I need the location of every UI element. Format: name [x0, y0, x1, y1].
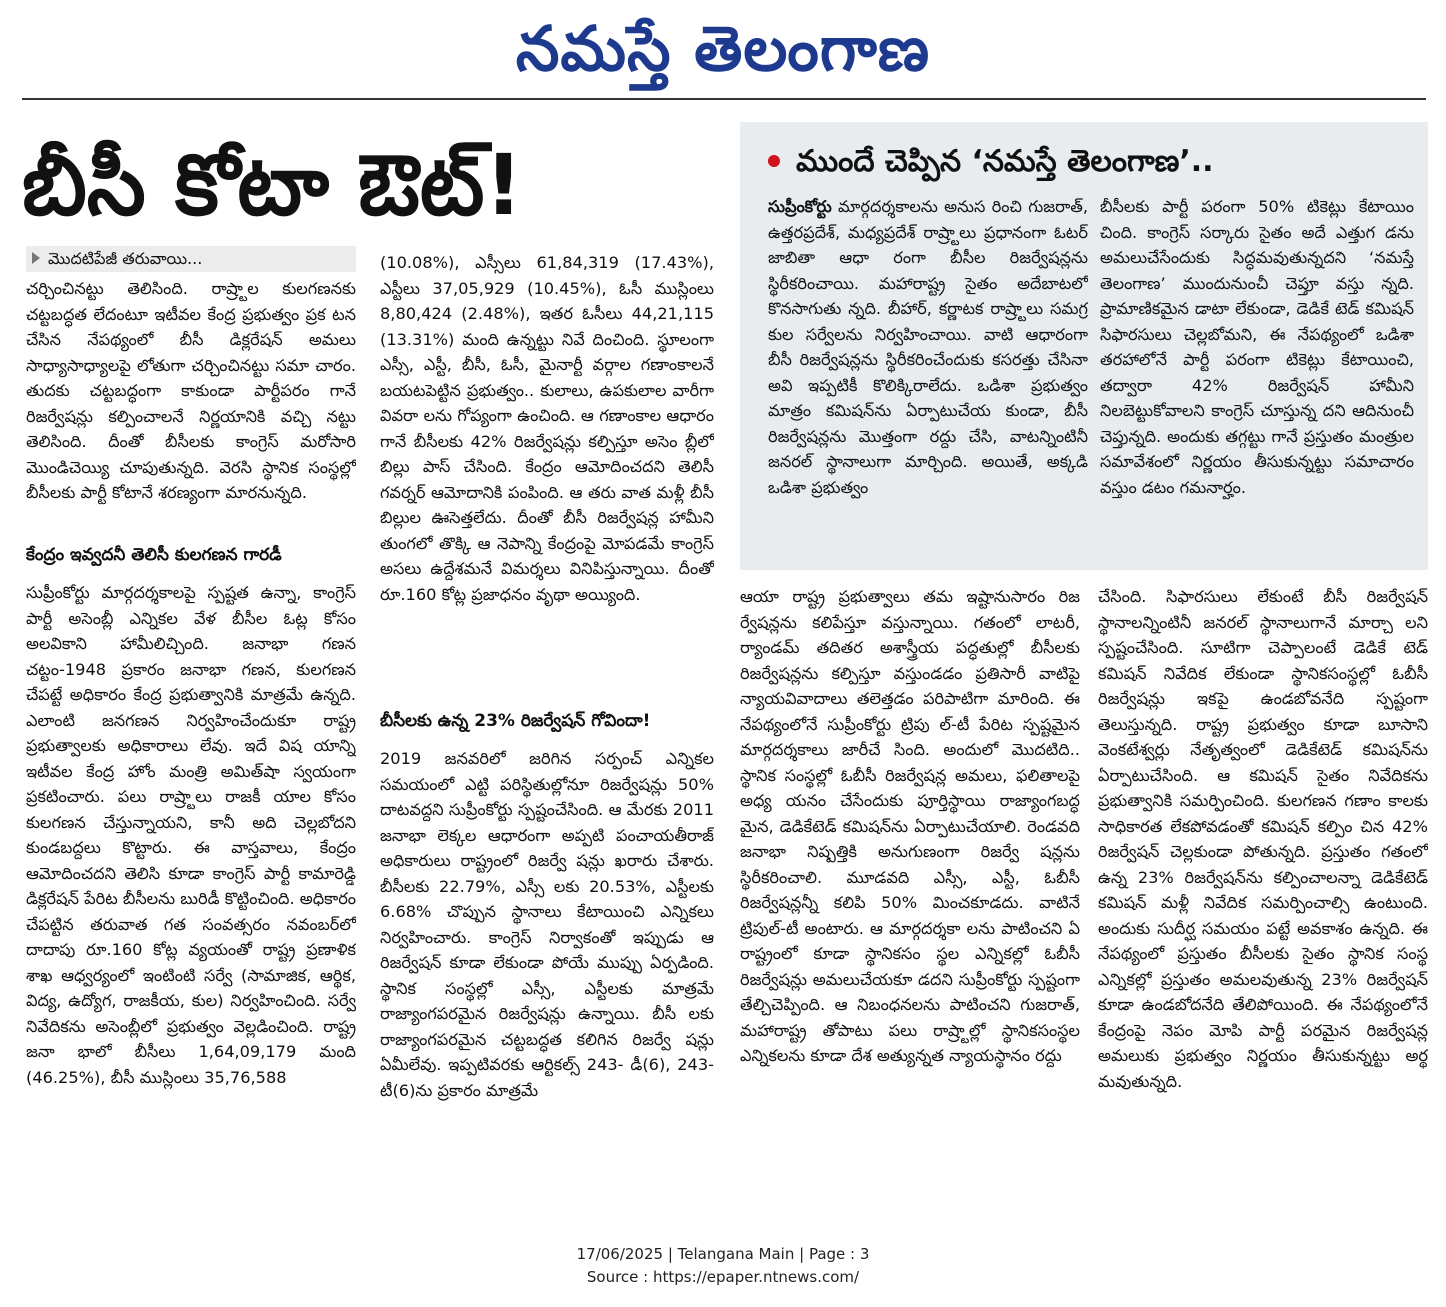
kicker-label: మొదటిపేజీ తరువాయి... — [48, 249, 203, 268]
headline: బీసీ కోటా ఔట్! — [22, 136, 523, 234]
article-column-2-para-1: (10.08%), ఎస్సీలు 61,84,319 (17.43%), ఎస్టీలు 37,05,929 (10.45%), ఓసీ ముస్లింలు 8,80,424 (2.48%), ఇతర ఓసీలు 44,21,115 (13.31%) మంది ఉన్నట్టు నివే దించింది. స్థూలంగా ఎస్సీ, ఎస్టీ, బీసీ, ఓసీ, మైనార్టీ వర్గాల గణాంకాలనే బయటపెట్టిన ప్రభుత్వం.. కులాలు, ఉపకులాల వారీగా వివరా లను గోప్యంగా ఉంచింది. ఆ గణాంకాల ఆధారం గానే బీసీలకు 42% రిజర్వేషన్లు కల్పిస్తూ అసెం బ్లీలో బిల్లు పాస్ చేసింది. కేంద్రం ఆమోదించదని తెలిసీ గవర్నర్ ఆమోదానికి పంపింది. ఆ తరు వాత మళ్లీ బీసీ బిల్లుల ఊసెత్తలేదు. దీంతో బీసీ రిజర్వేషన్ల హామీని తుంగలో తొక్కి ఆ నెపాన్ని కేంద్రంపై మోపడమే కాంగ్రెస్ అసలు ఉద్దేశమనే విమర్శలు వినిపిస్తున్నాయి. దీంతో రూ.160 కోట్ల ప్రజాధనం వృథా అయ్యింది. — [380, 253, 714, 604]
masthead-rule — [22, 98, 1426, 100]
sidebar-title-text: ముందే చెప్పిన ‘నమస్తే తెలంగాణ’.. — [796, 144, 1214, 179]
footer-edition: 17/06/2025 | Telangana Main | Page : 3 — [576, 1245, 870, 1263]
bullet-icon — [768, 155, 780, 167]
subhead-1: కేంద్రం ఇవ్వదనీ తెలిసీ కులగణన గారడీ — [26, 545, 282, 565]
article-column-1-para-2: సుప్రీంకోర్టు మార్గదర్శకాలపై స్పష్టత ఉన్నా, కాంగ్రెస్ పార్టీ అసెంబ్లీ ఎన్నికల వేళ బీసీల ఓట్ల కోసం అలవికాని హామీలిచ్చింది. జనాభా గణన చట్టం-1948 ప్రకారం జనాభా గణన, కులగణన చేపట్టే అధికారం కేంద్ర ప్రభుత్వానికి మాత్రమే ఉన్నది. ఎలాంటి జనగణన నిర్వహించేందుకూ రాష్ట్ర ప్రభుత్వాలకు అధికారాలు లేవు. ఇదే విష యాన్ని ఇటీవల కేంద్ర హోం మంత్రి అమిత్‌షా స్వయంగా ప్రకటించారు. పలు రాష్ర్టాలు రాజకీ యాల కోసం కులగణన చేస్తున్నాయని, కానీ అది చెల్లబోదని కుండబద్దలు కొట్టారు. ఈ వాస్తవాలు, కేంద్రం ఆమోదించదని తెలిసి కూడా కాంగ్రెస్ పార్టీ కామారెడ్డి డిక్లరేషన్ పేరిట బీసీలను బురిడీ కొట్టించింది. అధికారం చేపట్టిన తరువాత గత సంవత్సరం నవంబర్‌లో దాదాపు రూ.160 కోట్ల వ్యయంతో రాష్ట్ర ప్రణాళిక శాఖ ఆధ్వర్యంలో ఇంటింటి సర్వే (సామాజిక, ఆర్థిక, విద్య, ఉద్యోగ, రాజకీయ, కుల) నిర్వహించింది. సర్వే నివేదికను అసెంబ్లీలో ప్రభుత్వం వెల్లడించింది. రాష్ట్ర జనా భాలో బీసీలు 1,64,09,179 మంది (46.25%), బీసీ ముస్లింలు 35,76,588 — [26, 583, 356, 1087]
article-column-3: ఆయా రాష్ట్ర ప్రభుత్వాలు తమ ఇష్టానుసారం రిజ ర్వేషన్లను కలిపేస్తూ వస్తున్నాయి. గతంలో లాటరీ, ర్యాండమ్ తదితర అశాస్త్రీయ పద్ధతుల్లో బీసీలకు రిజర్వేషన్లను కల్పిస్తూ వస్తుండడం ప్రతిసారీ వాటిపై న్యాయవివాదాలు తలెత్తడం పరిపాటిగా మారింది. ఈ నేపథ్యంలోనే సుప్రీంకోర్టు ట్రిపు ల్-టీ పేరిట స్పష్టమైన మార్గదర్శకాలు జారీచే సింది. అందులో మొదటిది.. స్థానిక సంస్థల్లో ఓబీసీ రిజర్వేషన్ల అమలు, ఫలితాలపై అధ్య యనం చేసేందుకు పూర్తిస్థాయి రాజ్యాంగబద్ధ మైన, డెడికేటెడ్ కమిషన్‌ను ఏర్పాటుచేయాలి. రెండవది జనాభా నిష్పత్తికి అనుగుణంగా రిజర్వే షన్లను స్థిరీకరించాలి. మూడవది ఎస్సీ, ఎస్టీ, ఓబీసీ రిజర్వేషన్లన్నీ కలిపి 50% మించకూడదు. వాటినే ట్రిపుల్-టీ అంటారు. ఆ మార్గదర్శకా లను పాటించని ఏ రాష్ట్రంలో కూడా స్థానికసం స్థల ఎన్నికల్లో ఓబీసీ రిజర్వేషన్లు అమలుచేయకూ డదని సుప్రీంకోర్టు స్పష్టంగా తేల్చిచెప్పింది. ఆ నిబంధనలను పాటించని గుజరాత్, మహారాష్ట్ర తోపాటు పలు రాష్ర్టాల్లో స్థానికసంస్థల ఎన్నికలను కూడా దేశ అత్యున్నత న్యాయస్థానం రద్దు — [740, 587, 1080, 1065]
article-column-2-para-2: 2019 జనవరిలో జరిగిన సర్పంచ్ ఎన్నికల సమయంలో ఎట్టి పరిస్థితుల్లోనూ రిజర్వేషన్లు 50% దాటవద్దని సుప్రీంకోర్టు స్పష్టంచేసింది. ఆ మేరకు 2011 జనాభా లెక్కల ఆధారంగా అప్పటి పంచాయతీరాజ్ అధికారులు రాష్ట్రంలో రిజర్వే షన్లు ఖరారు చేశారు. బీసీలకు 22.79%, ఎస్సీ లకు 20.53%, ఎస్టీలకు 6.68% చొప్పున స్థానాలు కేటాయించి ఎన్నికలు నిర్వహించారు. కాంగ్రెస్ నిర్వాకంతో ఇప్పుడు ఆ రిజర్వేషన్ కూడా లేకుండా పోయే ముప్పు ఏర్పడింది. స్థానిక సంస్థల్లో ఎస్సీ, ఎస్టీలకు మాత్రమే రాజ్యాంగపరమైన రిజర్వేషన్లు ఉన్నాయి. బీసీ లకు రాజ్యాంగపరమైన చట్టబద్ధత కలిగిన రిజర్వే షన్లు ఏమీలేవు. ఇప్పటివరకు ఆర్టికల్స్ 243- డీ(6), 243-టీ(6)ను ప్రకారం మాత్రమే — [380, 749, 714, 1100]
sidebar-column-1-text: మార్గదర్శకాలను అనుస రించి గుజరాత్, ఉత్తరప్రదేశ్, మధ్యప్రదేశ్ రాష్ర్టాలు ప్రధానంగా ఓటర్ జాబితా ఆధా రంగా బీసీల రిజర్వేషన్లను స్థిరీకరించాయి. మహారాష్ట్ర సైతం అదేబాటలో కొనసాగుతు న్నది. బీహార్, కర్ణాటక రాష్ర్టాలు సమగ్ర కుల సర్వేలను నిర్వహించాయి. వాటి ఆధారంగా బీసీ రిజర్వేషన్లను స్థిరీకరించేందుకు కసరత్తు చేసినా అవి ఇప్పటికీ కొలిక్కిరాలేదు. ఒడిశా ప్రభుత్వం మాత్రం కమిషన్‌ను ఏర్పాటుచేయ కుండా, బీసీ రిజర్వేషన్లను మొత్తంగా రద్దు చేసి, వాటన్నింటినీ జనరల్ స్థానాలుగా మార్చింది. అయితే, అక్కడి ఒడిశా ప్రభుత్వం — [768, 197, 1088, 497]
continued-kicker — [26, 246, 356, 272]
article-column-1-para-1: చర్చించినట్టు తెలిసింది. రాష్ర్టాల కులగణనకు చట్టబద్ధత లేదంటూ ఇటీవల కేంద్ర ప్రభుత్వం ప్రక టన చేసిన నేపథ్యంలో బీసీ డిక్లరేషన్ అమలు సాధ్యాసాధ్యాలపై లోతుగా చర్చించినట్టు సమా చారం. తుదకు చట్టబద్ధంగా కాకుండా పార్టీపరం గానే రిజర్వేషన్లు కల్పించాలనే నిర్ణయానికి వచ్చి నట్టు తెలిసింది. దీంతో బీసీలకు కాంగ్రెస్ మరోసారి మొండిచెయ్యి చూపుతున్నది. వెరసి స్థానిక సంస్థల్లో బీసీలకు పార్టీ కోటానే శరణ్యంగా మారనున్నది. — [26, 279, 356, 502]
chevron-right-icon — [32, 252, 40, 264]
sidebar-lead-word: సుప్రీంకోర్టు — [768, 197, 832, 216]
masthead-logo: నమస్తే తెలంగాణ — [515, 12, 931, 85]
masthead — [0, 8, 1446, 90]
article-column-4: చేసింది. సిఫారసులు లేకుంటే బీసీ రిజర్వేషన్ స్థానాలన్నింటినీ జనరల్ స్థానాలుగానే మార్చా లని స్పష్టంచేసింది. సూటిగా చెప్పాలంటే డెడికే టెడ్ కమిషన్ నివేదిక లేకుండా స్థానికసంస్థల్లో ఓబీసీ రిజర్వేషన్లు ఇకపై ఉండబోవనేది స్పష్టంగా తెలుస్తున్నది. రాష్ట్ర ప్రభుత్వం కూడా బూసాని వెంకటేశ్వర్లు నేతృత్వంలో డెడికేటెడ్ కమిషన్‌ను ఏర్పాటుచేసింది. ఆ కమిషన్ సైతం నివేదికను ప్రభుత్వానికి సమర్పించింది. కులగణన గణాం కాలకు సాధికారత లేకపోవడంతో కమిషన్ కల్పిం చిన 42% రిజర్వేషన్ చెల్లకుండా పోతున్నది. ప్రస్తుతం గతంలో ఉన్న 23% రిజర్వేషన్‌ను కల్పించాలన్నా డెడికేటెడ్ కమిషన్ మళ్లీ నివేదిక సమర్పించాల్సి ఉంటుంది. అందుకు సుదీర్ఘ సమయం పట్టే అవకాశం ఉన్నది. ఈ నేపథ్యంలో ప్రస్తుతం బీసీలకు సైతం స్థానిక సంస్థ ఎన్నికల్లో ప్రస్తుతం అమలవుతున్న 23% రిజర్వేషన్ కూడా ఉండబోదనేది తేలిపోయింది. ఈ నేపథ్యంలోనే కేంద్రంపై నెపం మోపి పార్టీ పరమైన రిజర్వేషన్ల అమలుకు ప్రభుత్వం నిర్ణయం తీసుకున్నట్టు అర్థ మవుతున్నది. — [1098, 587, 1428, 1091]
footer-source-link[interactable]: Source : https://epaper.ntnews.com/ — [586, 1268, 860, 1286]
sidebar-column-1 — [768, 194, 1088, 556]
sidebar-box-title — [764, 140, 1414, 184]
subhead-2: బీసీలకు ఉన్న 23% రిజర్వేషన్ గోవిందా! — [380, 711, 651, 731]
sidebar-column-2: బీసీలకు పార్టీ పరంగా 50% టికెట్లు కేటాయిం చింది. కాంగ్రెస్ సర్కారు సైతం అదే ఎత్తుగ డను అమలుచేసేందుకు సిద్ధమవుతున్నదని ‘నమస్తే తెలంగాణ’ ముందునుంచీ చెప్తూ వస్తు న్నది. ప్రామాణికమైన డాటా లేకుండా, డెడికే టెడ్ కమిషన్ సిఫారసులు చెల్లబోమని, ఈ నేపథ్యంలో ఒడిశా తరహాలోనే పార్టీ పరంగా టికెట్లు కేటాయించి, తద్వారా 42% రిజర్వేషన్ హామీని నిలబెట్టుకోవాలని కాంగ్రెస్ చూస్తున్న దని ఆదినుంచీ చెప్తున్నది. అందుకు తగ్గట్టు గానే ప్రస్తుతం మంత్రుల సమావేశంలో నిర్ణయం తీసుకున్నట్టు సమాచారం వస్తుం డటం గమనార్హం. — [1100, 197, 1414, 497]
